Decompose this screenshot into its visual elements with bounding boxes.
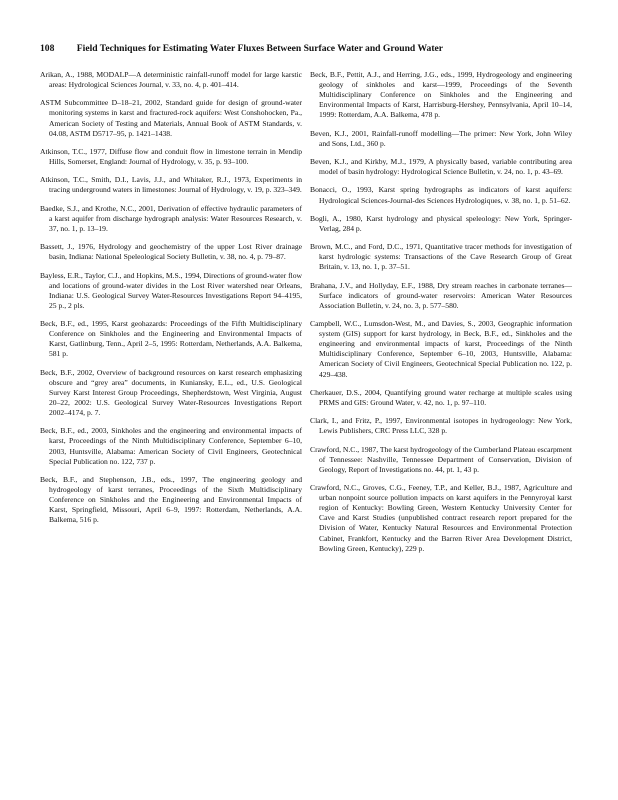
reference-entry: Arikan, A., 1988, MODALP—A deterministic rainfall-runoff model for large karstic areas: Hydrological Sciences Journal, v. 33, no. 4, p. 401–414. — [40, 70, 302, 90]
reference-entry: Beck, B.F., 2002, Overview of background resources on karst research emphasizing obscure and “grey area” documents, in Kuniansky, E.L., ed., U.S. Geological Survey Karst Interest Group Proceedings, Shepherdstown, West Virginia, August 20–22, 2002: U.S. Geological Survey Water-Resources Investigations Report 2002–4174, p. 7. — [40, 367, 302, 418]
reference-entry: Campbell, W.C., Lumsdon-West, M., and Davies, S., 2003, Geographic information system (GIS) support for karst hydrology, in Beck, B.F., ed., Sinkholes and the engineering and environmental impacts of karst, Proceedings of the Ninth Multidisciplinary Conference, September 6–10, 2003, Huntsville, Alabama: American Society of Civil Engineers, Geotechnical Special Publication no. 122, p. 429–438. — [310, 319, 572, 379]
reference-entry: Crawford, N.C., Groves, C.G., Feeney, T.P., and Keller, B.J., 1987, Agriculture and urban nonpoint source pollution impacts on karst aquifers in the Pennyroyal karst region of Kentucky: Bowling Green, Western Kentucky University Center for Cave and Karst Studies (unpublished contract research report prepared for the Division of Water, Kentucky Natural Resources and Environmental Protection Cabinet, Frankfort, Kentucky and the Barren River Area Development District, Bowling Green, Kentucky), 229 p. — [310, 483, 572, 553]
reference-entry: Atkinson, T.C., Smith, D.I., Lavis, J.J., and Whitaker, R.J., 1973, Experiments in tracing underground waters in limestones: Journal of Hydrology, v. 19, p. 323–349. — [40, 175, 302, 195]
reference-entry: Beven, K.J., 2001, Rainfall-runoff modelling—The primer: New York, John Wiley and Sons, Ltd., 360 p. — [310, 128, 572, 148]
page-number: 108 — [40, 43, 55, 54]
reference-entry: Crawford, N.C., 1987, The karst hydrogeology of the Cumberland Plateau escarpment of Tennessee: Nashville, Tennessee Department of Conservation, Division of Geology, Report of Investigations no. 44, pt. 1, 43 p. — [310, 444, 572, 474]
reference-entry: Cherkauer, D.S., 2004, Quantifying ground water recharge at multiple scales using PRMS and GIS: Ground Water, v. 42, no. 1, p. 97–110. — [310, 387, 572, 407]
references-left-column — [40, 70, 302, 534]
reference-entry: Baedke, S.J., and Krothe, N.C., 2001, Derivation of effective hydraulic parameters of a karst aquifer from discharge hydrograph analysis: Water Resources Research, v. 37, no. 1, p. 13–19. — [40, 203, 302, 233]
references-right-column — [310, 70, 572, 562]
running-title: Field Techniques for Estimating Water Fluxes Between Surface Water and Ground Water — [76, 43, 444, 54]
reference-entry: ASTM Subcommittee D–18–21, 2002, Standard guide for design of ground-water monitoring systems in karst and fractured-rock aquifers: West Conshohocken, Pa., American Society of Testing and Materials, Annual Book of ASTM Standards, v. 04.08, ASTM D5717–95, p. 1421–1438. — [40, 98, 302, 138]
page-header — [40, 43, 580, 54]
reference-entry: Bassett, J., 1976, Hydrology and geochemistry of the upper Lost River drainage basin, Indiana: National Speleological Society Bulletin, v. 38, no. 4, p. 79–87. — [40, 242, 302, 262]
reference-entry: Brahana, J.V., and Hollyday, E.F., 1988, Dry stream reaches in carbonate terranes—Surface indicators of ground-water reservoirs: American Water Resources Association Bulletin, v. 24, no. 3, p. 577–580. — [310, 280, 572, 310]
reference-entry: Brown, M.C., and Ford, D.C., 1971, Quantitative tracer methods for investigation of karst hydrologic systems: Transactions of the Cave Research Group of Great Britain, v. 13, no. 1, p. 37–51. — [310, 242, 572, 272]
reference-entry: Beck, B.F., ed., 1995, Karst geohazards: Proceedings of the Fifth Multidisciplinary Conference on Sinkholes and the Engineering and Environmental Impacts of Karst, Gatlinburg, Tenn., April 2–5, 1995: Rotterdam, Netherlands, A.A. Balkema, 581 p. — [40, 319, 302, 359]
reference-entry: Beck, B.F., and Stephenson, J.B., eds., 1997, The engineering geology and hydrogeology of karst terranes, Proceedings of the Sixth Multidisciplinary Conference on Sinkholes and the Engineering and Environmental Impacts of Karst, Springfield, Missouri, April 6–9, 1997: Rotterdam, Netherlands, A.A. Balkema, 516 p. — [40, 474, 302, 525]
reference-entry: Bayless, E.R., Taylor, C.J., and Hopkins, M.S., 1994, Directions of ground-water flow and locations of ground-water divides in the Lost River watershed near Orleans, Indiana: U.S. Geological Survey Water-Resources Investigations Report 94–4195, 25 p., 2 pls. — [40, 270, 302, 310]
reference-entry: Atkinson, T.C., 1977, Diffuse flow and conduit flow in limestone terrain in Mendip Hills, Somerset, England: Journal of Hydrology, v. 35, p. 93–100. — [40, 146, 302, 167]
reference-entry: Bonacci, O., 1993, Karst spring hydrographs as indicators of karst aquifers: Hydrological Sciences-Journal-des Sciences Hydrologiques, v. 38, no. 1, p. 51–62. — [310, 185, 572, 205]
reference-entry: Clark, I., and Fritz, P., 1997, Environmental isotopes in hydrogeology: New York, Lewis Publishers, CRC Press LLC, 328 p. — [310, 416, 572, 436]
reference-entry: Bogli, A., 1980, Karst hydrology and physical speleology: New York, Springer-Verlag, 284 p. — [310, 213, 572, 233]
reference-entry: Beck, B.F., ed., 2003, Sinkholes and the engineering and environmental impacts of karst, Proceedings of the Ninth Multidisciplinary Conference, September 6–10, 2003, Huntsville, Alabama: American Society of Civil Engineers, Geotechnical Special Publication no. 122, 737 p. — [40, 426, 302, 466]
reference-entry: Beck, B.F., Pettit, A.J., and Herring, J.G., eds., 1999, Hydrogeology and engineering geology of sinkholes and karst—1999, Proceedings of the Seventh Multidisciplinary Conference on Sinkholes and the Engineering and Environmental Impacts of Karst, Harrisburg-Hershey, Pennsylvania, April 10–14, 1999: Rotterdam, A.A. Balkema, 478 p. — [310, 70, 572, 120]
reference-entry: Beven, K.J., and Kirkby, M.J., 1979, A physically based, variable contributing area model of basin hydrology: Hydrological Science Bulletin, v. 24, no. 1, p. 43–69. — [310, 157, 572, 177]
